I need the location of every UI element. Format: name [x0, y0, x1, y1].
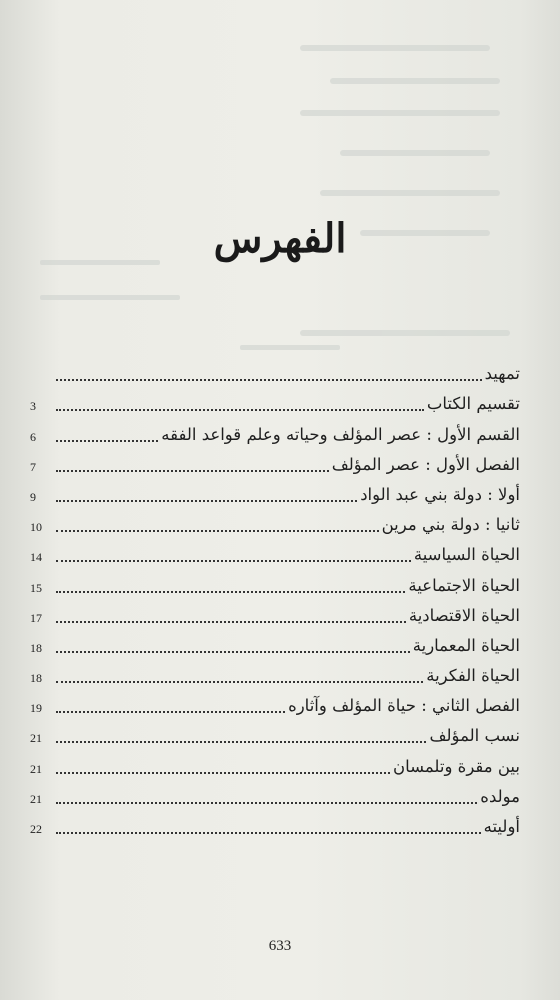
toc-entry-label: الفصل الأول : عصر المؤلف [331, 454, 520, 474]
page-title: الفهرس [213, 215, 347, 262]
toc-entry-label: الفصل الثاني : حياة المؤلف وآثاره [288, 696, 520, 716]
leader-dots [56, 500, 357, 502]
toc-row [30, 658, 520, 688]
table-of-contents [30, 356, 520, 839]
toc-row [30, 537, 520, 567]
toc-row [30, 507, 520, 537]
leader-dots [56, 470, 329, 472]
toc-entry-page: 7 [30, 459, 36, 474]
toc-entry-label: الحياة المعمارية [412, 635, 520, 655]
toc-entry-page: 21 [30, 761, 42, 776]
toc-entry-page: 6 [30, 429, 36, 444]
toc-row [30, 567, 520, 597]
toc-row [30, 628, 520, 658]
leader-dots [56, 591, 405, 593]
toc-row [30, 748, 520, 778]
leader-dots [56, 711, 285, 713]
leader-dots [56, 379, 482, 381]
leader-dots [56, 681, 423, 683]
toc-row [30, 477, 520, 507]
leader-dots [56, 440, 158, 442]
toc-row [30, 356, 520, 386]
toc-entry-label: الحياة الاجتماعية [408, 575, 520, 595]
toc-entry-page: 22 [30, 822, 42, 836]
toc-entry-label: الحياة الاقتصادية [408, 605, 520, 625]
toc-entry-label: ثانيا : دولة بني مرين [381, 515, 520, 535]
leader-dots [56, 409, 424, 411]
toc-entry-page: 9 [30, 489, 36, 504]
toc-entry-label: الحياة السياسية [413, 545, 520, 565]
toc-entry-page: 17 [30, 610, 42, 625]
leader-dots [56, 832, 481, 834]
toc-entry-page: 18 [30, 640, 42, 655]
toc-row [30, 386, 520, 416]
toc-entry-page: 14 [30, 550, 42, 565]
toc-row [30, 688, 520, 718]
toc-entry-label: تقسيم الكتاب [426, 394, 520, 414]
leader-dots [56, 802, 477, 804]
toc-entry-label: مولده [480, 786, 520, 806]
toc-row [30, 809, 520, 839]
toc-entry-label: نسب المؤلف [429, 726, 520, 746]
toc-entry-page: 18 [30, 671, 42, 686]
toc-entry-page: 15 [30, 580, 42, 595]
toc-entry-page: 21 [30, 731, 42, 746]
toc-entry-label: بين مقرة وتلمسان [393, 756, 520, 776]
toc-row [30, 447, 520, 477]
toc-entry-label: أولا : دولة بني عبد الواد [360, 484, 520, 504]
toc-row [30, 416, 520, 446]
toc-entry-label: الحياة الفكرية [426, 666, 520, 686]
leader-dots [56, 772, 390, 774]
toc-row [30, 779, 520, 809]
toc-row [30, 598, 520, 628]
leader-dots [56, 621, 406, 623]
leader-dots [56, 560, 411, 562]
leader-dots [56, 530, 379, 532]
toc-entry-page: 3 [30, 399, 36, 414]
toc-entry-label: أوليته [483, 817, 520, 836]
toc-entry-page: 10 [30, 520, 42, 535]
toc-entry-page: 21 [30, 791, 42, 806]
leader-dots [56, 741, 426, 743]
toc-row [30, 718, 520, 748]
toc-entry-page: 19 [30, 701, 42, 716]
leader-dots [56, 651, 410, 653]
toc-entry-label: تمهيد [484, 364, 520, 384]
page-number: 633 [268, 938, 292, 954]
toc-entry-label: القسم الأول : عصر المؤلف وحياته وعلم قواعد الفقه [161, 424, 520, 444]
